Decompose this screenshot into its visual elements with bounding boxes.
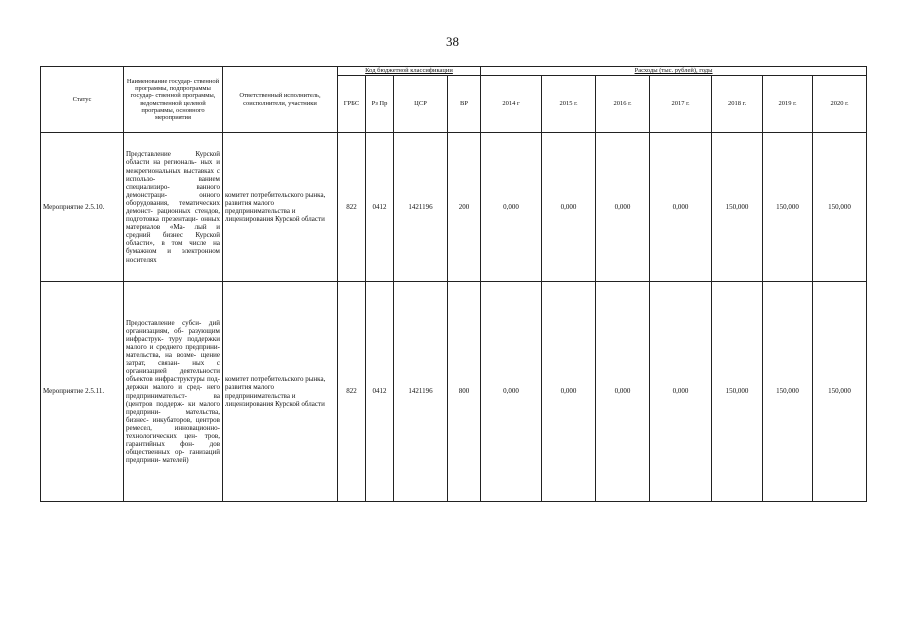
header-year-2016: 2016 г. <box>596 76 650 133</box>
row-grbs: 822 <box>338 133 366 282</box>
header-csr: ЦСР <box>394 76 448 133</box>
header-status: Статус <box>41 67 124 133</box>
header-year-2015: 2015 г. <box>542 76 596 133</box>
row-value-2020: 150,000 <box>813 282 867 502</box>
header-year-2020: 2020 г. <box>813 76 867 133</box>
table-row <box>41 133 867 282</box>
row-value-2017: 0,000 <box>650 133 712 282</box>
row-value-2014: 0,000 <box>481 133 542 282</box>
row-status: Мероприятие 2.5.10. <box>41 133 124 282</box>
row-csr: 1421196 <box>394 133 448 282</box>
row-responsible: комитет потребительского рынка, развития малого предпринимательства и лицензирования Курской области <box>223 133 338 282</box>
row-value-2019: 150,000 <box>763 282 813 502</box>
header-name: Наименование государ- ственной программы, подпрограммы государ- ственной программы, ведомственной целевой программы, основного мероприятия <box>124 67 223 133</box>
row-value-2014: 0,000 <box>481 282 542 502</box>
row-value-2018: 150,000 <box>712 282 763 502</box>
row-rzpr: 0412 <box>366 133 394 282</box>
row-name: Представление Курской области на региональ- ных и межрегиональных выставках с использо- ванием специализиро- ванного демонстраци- онного оборудования, тематических демонст- рационных стендов, подготовка презентаци- онных материалов «Ма- лый и средний бизнес Курской области», в том числе на бумажном и электронном носителях <box>124 133 223 282</box>
row-status: Мероприятие 2.5.11. <box>41 282 124 502</box>
row-value-2015: 0,000 <box>542 282 596 502</box>
header-year-2014: 2014 г <box>481 76 542 133</box>
row-rzpr: 0412 <box>366 282 394 502</box>
header-expenses-group: Расходы (тыс. рублей), годы <box>481 67 867 76</box>
header-vr: ВР <box>448 76 481 133</box>
page-number: 38 <box>446 34 459 49</box>
header-responsible: Ответственный исполнитель, соисполнители, участники <box>223 67 338 133</box>
header-grbs: ГРБС <box>338 76 366 133</box>
table-row <box>41 282 867 502</box>
row-value-2020: 150,000 <box>813 133 867 282</box>
header-rzpr: Рз Пр <box>366 76 394 133</box>
row-value-2019: 150,000 <box>763 133 813 282</box>
header-year-2018: 2018 г. <box>712 76 763 133</box>
row-value-2018: 150,000 <box>712 133 763 282</box>
row-value-2015: 0,000 <box>542 133 596 282</box>
header-budget-code-group: Код бюджетной классификации <box>338 67 481 76</box>
header-year-2017: 2017 г. <box>650 76 712 133</box>
row-value-2016: 0,000 <box>596 133 650 282</box>
row-responsible: комитет потребительского рынка, развития малого предпринимательства и лицензирования Курской области <box>223 282 338 502</box>
row-value-2016: 0,000 <box>596 282 650 502</box>
row-value-2017: 0,000 <box>650 282 712 502</box>
row-vr: 200 <box>448 133 481 282</box>
row-name: Предоставление субси- дий организациям, об- разующим инфраструк- туру поддержки малого и среднего предприни- мательства, на возме- щение затрат, связан- ных с организацией деятельности объектов инфраструктуры под- держки малого и сред- него предпринимательст- ва (центров поддерж- ки малого предприни- мательства, бизнес- инкубаторов, центров ремесел, инновационно- технологических цен- тров, гарантийных фон- дов общественных ор- ганизаций предприни- мателей) <box>124 282 223 502</box>
row-csr: 1421196 <box>394 282 448 502</box>
budget-table <box>40 66 867 502</box>
row-grbs: 822 <box>338 282 366 502</box>
header-year-2019: 2019 г. <box>763 76 813 133</box>
row-vr: 800 <box>448 282 481 502</box>
